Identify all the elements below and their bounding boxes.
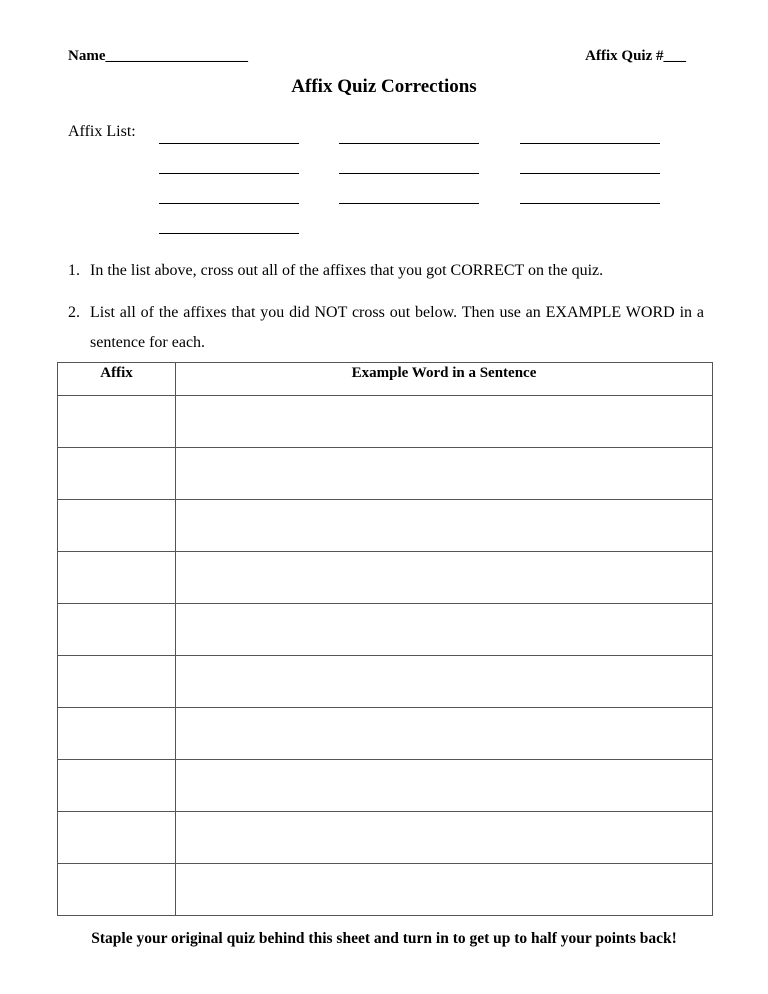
affix-blank[interactable]: [159, 233, 299, 234]
affix-cell[interactable]: [58, 500, 176, 552]
affix-blank[interactable]: [339, 173, 479, 174]
table-row: [58, 656, 713, 708]
table-row: [58, 448, 713, 500]
affix-blank[interactable]: [339, 203, 479, 204]
quiz-number-label: Affix Quiz #___: [585, 48, 686, 64]
sentence-cell[interactable]: [176, 448, 713, 500]
affix-blank[interactable]: [520, 203, 660, 204]
sentence-cell[interactable]: [176, 708, 713, 760]
page-title: Affix Quiz Corrections: [291, 76, 477, 97]
instruction-1: [68, 256, 603, 286]
sentence-cell[interactable]: [176, 500, 713, 552]
affix-cell[interactable]: [58, 448, 176, 500]
footer-note: Staple your original quiz behind this sheet and turn in to get up to half your points back!: [91, 930, 677, 947]
table-row: [58, 552, 713, 604]
affix-blank[interactable]: [159, 203, 299, 204]
affix-blank[interactable]: [339, 143, 479, 144]
instruction-number: 2.: [68, 304, 80, 321]
sentence-cell[interactable]: [176, 760, 713, 812]
table-row: [58, 760, 713, 812]
affix-blank[interactable]: [520, 143, 660, 144]
affix-cell[interactable]: [58, 708, 176, 760]
instruction-text: In the list above, cross out all of the affixes that you got CORRECT on the quiz.: [90, 262, 604, 279]
affix-cell[interactable]: [58, 656, 176, 708]
instruction-number: 1.: [68, 262, 80, 279]
affix-blank[interactable]: [159, 173, 299, 174]
table-row: [58, 396, 713, 448]
sentence-cell[interactable]: [176, 864, 713, 916]
affix-cell[interactable]: [58, 396, 176, 448]
table-row: [58, 604, 713, 656]
affix-sentence-table: [57, 362, 713, 916]
affix-blank[interactable]: [159, 143, 299, 144]
table-header-row: [58, 363, 713, 396]
sentence-cell[interactable]: [176, 656, 713, 708]
table-row: [58, 500, 713, 552]
affix-cell[interactable]: [58, 604, 176, 656]
name-field-label: Name___________________: [68, 48, 248, 64]
table-row: [58, 812, 713, 864]
affix-list-label: Affix List:: [68, 123, 136, 140]
sentence-cell[interactable]: [176, 812, 713, 864]
instruction-text: List all of the affixes that you did NOT cross out below. Then use an EXAMPLE WORD in a sentence for each.: [90, 304, 704, 351]
table-row: [58, 864, 713, 916]
affix-column-header: Affix: [58, 363, 176, 396]
affix-cell[interactable]: [58, 552, 176, 604]
affix-cell[interactable]: [58, 760, 176, 812]
sentence-cell[interactable]: [176, 552, 713, 604]
table-row: [58, 708, 713, 760]
affix-blank[interactable]: [520, 173, 660, 174]
sentence-cell[interactable]: [176, 604, 713, 656]
affix-cell[interactable]: [58, 864, 176, 916]
instruction-2: [68, 298, 704, 358]
example-column-header: Example Word in a Sentence: [176, 363, 713, 396]
sentence-cell[interactable]: [176, 396, 713, 448]
affix-cell[interactable]: [58, 812, 176, 864]
